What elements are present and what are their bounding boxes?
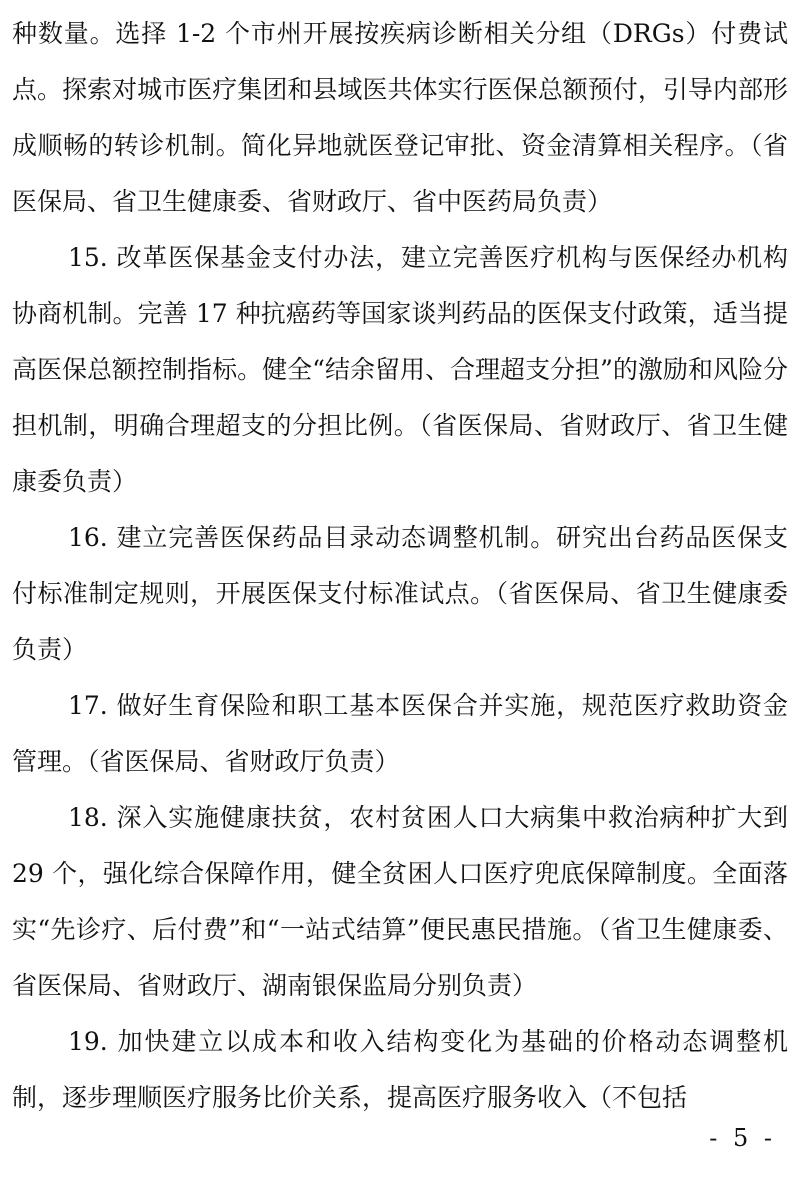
paragraph-item-19: 19. 加快建立以成本和收入结构变化为基础的价格动态调整机制，逐步理顺医疗服务比价关系，提高医疗服务收入（不包括 [12,1027,788,1112]
page-number: - 5 - [709,1124,776,1152]
paragraph-item-17: 17. 做好生育保险和职工基本医保合并实施，规范医疗救助资金管理。（省医保局、省财政厅负责） [12,691,788,776]
paragraph-continuation: 种数量。选择 1-2 个市州开展按疾病诊断相关分组（DRGs）付费试点。探索对城市医疗集团和县域医共体实行医保总额预付，引导内部形成顺畅的转诊机制。简化异地就医登记审批、资金清算相关程序。（省医保局、省卫生健康委、省财政厅、省中医药局负责） [12,19,788,216]
paragraph-item-16: 16. 建立完善医保药品目录动态调整机制。研究出台药品医保支付标准制定规则，开展医保支付标准试点。（省医保局、省卫生健康委负责） [12,523,788,664]
paragraph-item-15: 15. 改革医保基金支付办法，建立完善医疗机构与医保经办机构协商机制。完善 17 种抗癌药等国家谈判药品的医保支付政策，适当提高医保总额控制指标。健全“结余留用、合理超支分担”的激励和风险分担机制，明确合理超支的分担比例。（省医保局、省财政厅、省卫生健康委负责） [12,243,788,496]
paragraph-item-18: 18. 深入实施健康扶贫，农村贫困人口大病集中救治病种扩大到 29 个，强化综合保障作用，健全贫困人口医疗兜底保障制度。全面落实“先诊疗、后付费”和“一站式结算”便民惠民措施。（省卫生健康委、省医保局、省财政厅、湖南银保监局分别负责） [12,803,788,1000]
document-body [12,6,788,1126]
